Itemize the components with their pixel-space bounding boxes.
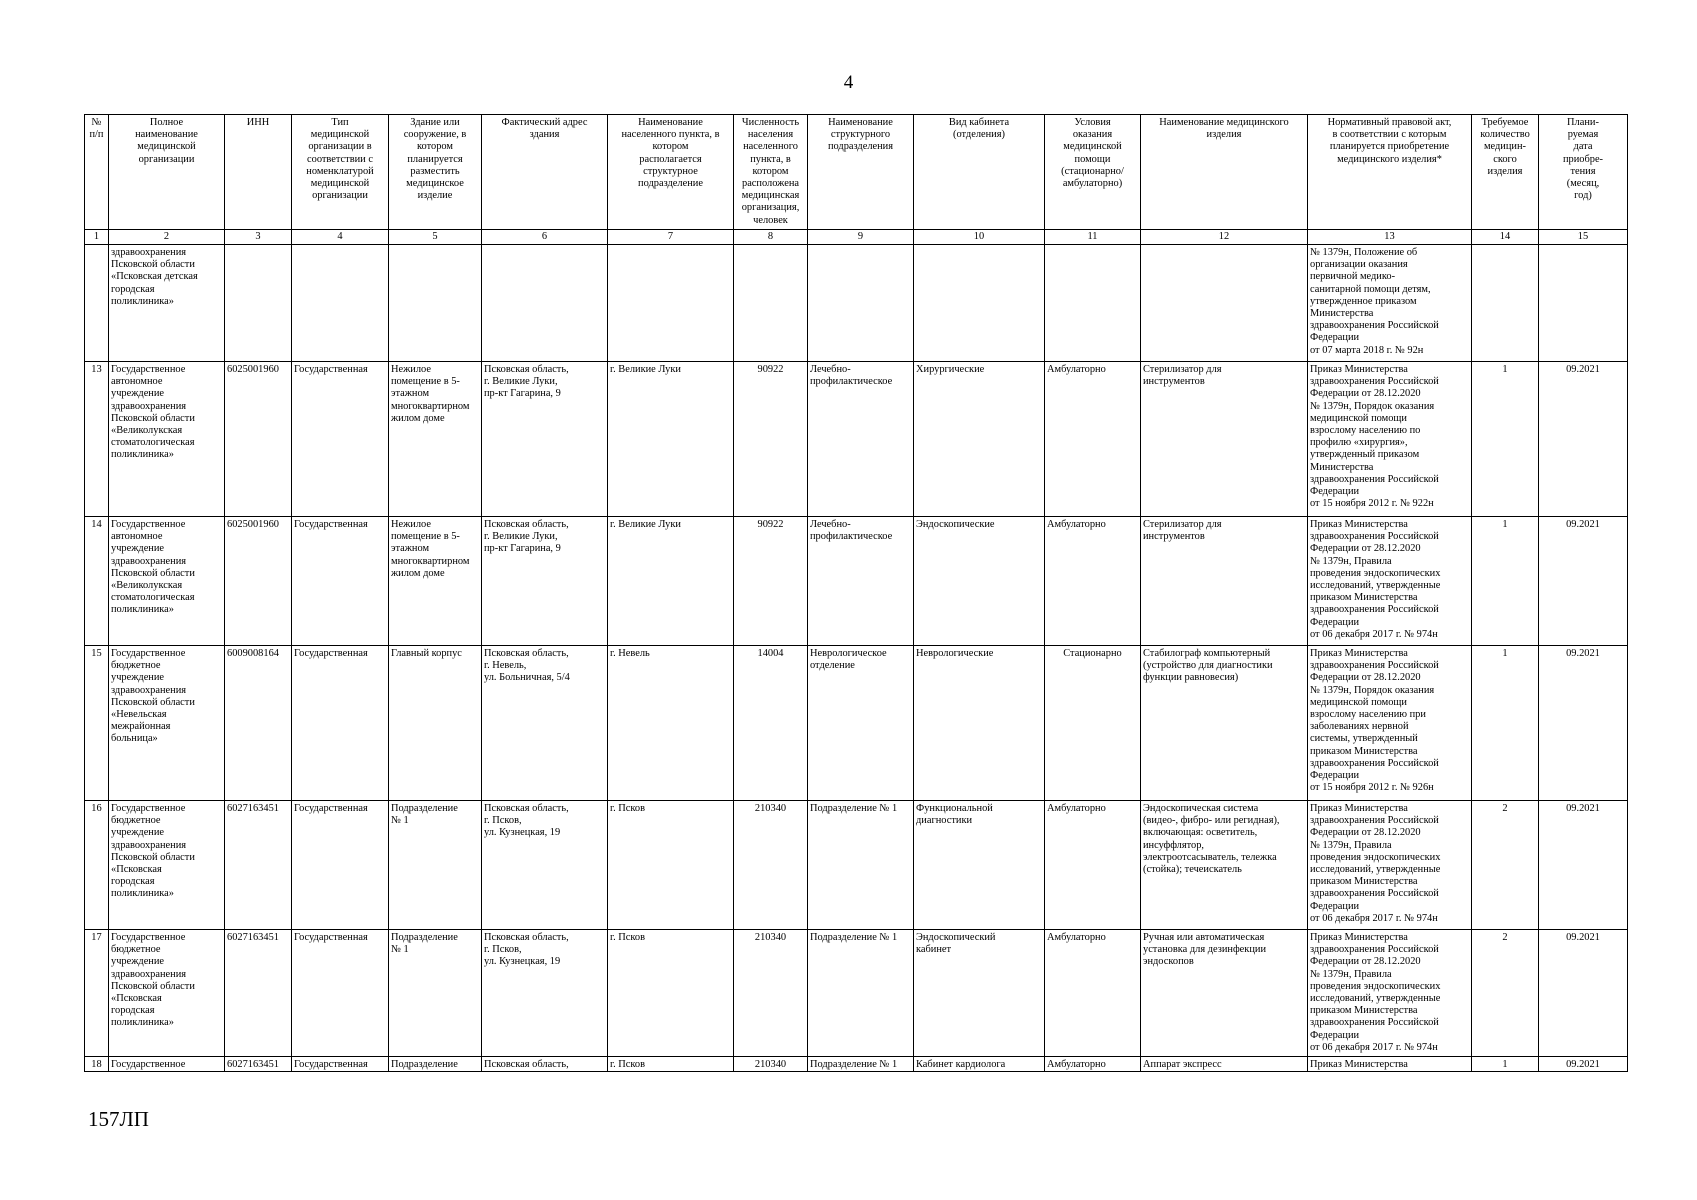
- conditions-cell: Амбулаторно: [1045, 930, 1141, 1057]
- column-number: 7: [608, 230, 734, 245]
- row-number-cell: 18: [85, 1057, 109, 1072]
- address-cell: Псковская область, г. Псков, ул. Кузнецкая, 19: [482, 801, 608, 930]
- organization-cell: Государственное: [109, 1057, 225, 1072]
- column-number: 13: [1308, 230, 1472, 245]
- device-cell: Стерилизатор для инструментов: [1141, 362, 1308, 517]
- population-cell: 14004: [734, 646, 808, 801]
- conditions-cell: [1045, 245, 1141, 362]
- column-number: 5: [389, 230, 482, 245]
- column-number: 10: [914, 230, 1045, 245]
- organization-cell: здравоохранения Псковской области «Псковская детская городская поликлиника»: [109, 245, 225, 362]
- cabinet-cell: Эндоскопические: [914, 517, 1045, 646]
- settlement-cell: г. Псков: [608, 930, 734, 1057]
- date-cell: [1539, 245, 1628, 362]
- org-type-cell: Государственная: [292, 362, 389, 517]
- building-cell: Нежилое помещение в 5- этажном многоквартирном жилом доме: [389, 362, 482, 517]
- header-cell: Условия оказания медицинской помощи (стационарно/ амбулаторно): [1045, 115, 1141, 230]
- page-number: 4: [843, 72, 854, 93]
- device-cell: [1141, 245, 1308, 362]
- division-cell: Неврологическое отделение: [808, 646, 914, 801]
- legal-act-cell: Приказ Министерства здравоохранения Российской Федерации от 28.12.2020 № 1379н, Порядок оказания медицинской помощи взрослому населению при заболеваниях нервной системы, утвержденный приказом Министерства здравоохранения Российской Федерации от 15 ноября 2012 г. № 926н: [1308, 646, 1472, 801]
- cabinet-cell: Хирургические: [914, 362, 1045, 517]
- column-number: 6: [482, 230, 608, 245]
- settlement-cell: [608, 245, 734, 362]
- building-cell: Подразделение № 1: [389, 801, 482, 930]
- quantity-cell: 1: [1472, 362, 1539, 517]
- header-cell: ИНН: [225, 115, 292, 230]
- legal-act-cell: Приказ Министерства здравоохранения Российской Федерации от 28.12.2020 № 1379н, Порядок оказания медицинской помощи взрослому населению по профилю «хирургия», утвержденный приказом Министерства здравоохранения Российской Федерации от 15 ноября 2012 г. № 922н: [1308, 362, 1472, 517]
- row-number-cell: [85, 245, 109, 362]
- quantity-cell: 1: [1472, 1057, 1539, 1072]
- row-number-cell: 13: [85, 362, 109, 517]
- building-cell: Подразделение: [389, 1057, 482, 1072]
- inn-cell: [225, 245, 292, 362]
- population-cell: 210340: [734, 1057, 808, 1072]
- conditions-cell: Амбулаторно: [1045, 517, 1141, 646]
- org-type-cell: Государственная: [292, 646, 389, 801]
- organization-cell: Государственное автономное учреждение здравоохранения Псковской области «Великолукская стоматологическая поликлиника»: [109, 517, 225, 646]
- quantity-cell: 1: [1472, 517, 1539, 646]
- address-cell: Псковская область, г. Великие Луки, пр-кт Гагарина, 9: [482, 362, 608, 517]
- header-cell: Плани- руемая дата приобре- тения (месяц, год): [1539, 115, 1628, 230]
- organization-cell: Государственное бюджетное учреждение здравоохранения Псковской области «Невельская межрайонная больница»: [109, 646, 225, 801]
- legal-act-cell: Приказ Министерства: [1308, 1057, 1472, 1072]
- settlement-cell: г. Великие Луки: [608, 517, 734, 646]
- cabinet-cell: Функциональной диагностики: [914, 801, 1045, 930]
- header-cell: Вид кабинета (отделения): [914, 115, 1045, 230]
- device-cell: Стабилограф компьютерный (устройство для диагностики функции равновесия): [1141, 646, 1308, 801]
- table-row: [85, 930, 1628, 1057]
- date-cell: 09.2021: [1539, 930, 1628, 1057]
- header-cell: Наименование медицинского изделия: [1141, 115, 1308, 230]
- organization-cell: Государственное автономное учреждение здравоохранения Псковской области «Великолукская стоматологическая поликлиника»: [109, 362, 225, 517]
- org-type-cell: Государственная: [292, 517, 389, 646]
- date-cell: 09.2021: [1539, 646, 1628, 801]
- header-cell: Наименование населенного пункта, в котором располагается структурное подразделение: [608, 115, 734, 230]
- address-cell: Псковская область,: [482, 1057, 608, 1072]
- building-cell: [389, 245, 482, 362]
- row-number-cell: 17: [85, 930, 109, 1057]
- division-cell: Подразделение № 1: [808, 1057, 914, 1072]
- row-number-cell: 16: [85, 801, 109, 930]
- table-row: [85, 362, 1628, 517]
- device-cell: Ручная или автоматическая установка для дезинфекции эндоскопов: [1141, 930, 1308, 1057]
- table-row: [85, 517, 1628, 646]
- footer-code: 157ЛП: [88, 1107, 149, 1131]
- organization-cell: Государственное бюджетное учреждение здравоохранения Псковской области «Псковская городская поликлиника»: [109, 801, 225, 930]
- inn-cell: 6025001960: [225, 362, 292, 517]
- table-row: [85, 646, 1628, 801]
- quantity-cell: 2: [1472, 801, 1539, 930]
- organization-cell: Государственное бюджетное учреждение здравоохранения Псковской области «Псковская городская поликлиника»: [109, 930, 225, 1057]
- conditions-cell: Амбулаторно: [1045, 801, 1141, 930]
- division-cell: Лечебно- профилактическое: [808, 362, 914, 517]
- quantity-cell: 2: [1472, 930, 1539, 1057]
- population-cell: [734, 245, 808, 362]
- org-type-cell: [292, 245, 389, 362]
- header-cell: Здание или сооружение, в котором планируется разместить медицинское изделие: [389, 115, 482, 230]
- address-cell: Псковская область, г. Великие Луки, пр-кт Гагарина, 9: [482, 517, 608, 646]
- address-cell: Псковская область, г. Псков, ул. Кузнецкая, 19: [482, 930, 608, 1057]
- date-cell: 09.2021: [1539, 362, 1628, 517]
- header-cell: Численность населения населенного пункта, в котором расположена медицинская организация, человек: [734, 115, 808, 230]
- building-cell: Нежилое помещение в 5- этажном многоквартирном жилом доме: [389, 517, 482, 646]
- column-number: 2: [109, 230, 225, 245]
- column-number-row: [85, 230, 1628, 245]
- header-cell: Тип медицинской организации в соответствии с номенклатурой медицинской организации: [292, 115, 389, 230]
- address-cell: [482, 245, 608, 362]
- conditions-cell: Амбулаторно: [1045, 362, 1141, 517]
- header-cell: № п/п: [85, 115, 109, 230]
- date-cell: 09.2021: [1539, 1057, 1628, 1072]
- division-cell: [808, 245, 914, 362]
- column-number: 8: [734, 230, 808, 245]
- table-row-continuation: [85, 245, 1628, 362]
- quantity-cell: [1472, 245, 1539, 362]
- settlement-cell: г. Псков: [608, 801, 734, 930]
- org-type-cell: Государственная: [292, 930, 389, 1057]
- inn-cell: 6027163451: [225, 1057, 292, 1072]
- org-type-cell: Государственная: [292, 801, 389, 930]
- legal-act-cell: № 1379н, Положение об организации оказания первичной медико- санитарной помощи детям, утвержденное приказом Министерства здравоохранения Российской Федерации от 07 марта 2018 г. № 92н: [1308, 245, 1472, 362]
- date-cell: 09.2021: [1539, 801, 1628, 930]
- org-type-cell: Государственная: [292, 1057, 389, 1072]
- population-cell: 90922: [734, 362, 808, 517]
- conditions-cell: Стационарно: [1045, 646, 1141, 801]
- device-cell: Эндоскопическая система (видео-, фибро- или регидная), включающая: осветитель, инсуффлятор, электроотсасыватель, тележка (стойка); течеискатель: [1141, 801, 1308, 930]
- legal-act-cell: Приказ Министерства здравоохранения Российской Федерации от 28.12.2020 № 1379н, Правила проведения эндоскопических исследований, утвержденные приказом Министерства здравоохранения Российской Федерации от 06 декабря 2017 г. № 974н: [1308, 517, 1472, 646]
- building-cell: Подразделение № 1: [389, 930, 482, 1057]
- header-cell: Требуемое количество медицин- ского изделия: [1472, 115, 1539, 230]
- column-number: 14: [1472, 230, 1539, 245]
- row-number-cell: 15: [85, 646, 109, 801]
- population-cell: 210340: [734, 801, 808, 930]
- column-number: 12: [1141, 230, 1308, 245]
- header-cell: Фактический адрес здания: [482, 115, 608, 230]
- settlement-cell: г. Невель: [608, 646, 734, 801]
- column-number: 15: [1539, 230, 1628, 245]
- device-cell: Стерилизатор для инструментов: [1141, 517, 1308, 646]
- legal-act-cell: Приказ Министерства здравоохранения Российской Федерации от 28.12.2020 № 1379н, Правила проведения эндоскопических исследований, утвержденные приказом Министерства здравоохранения Российской Федерации от 06 декабря 2017 г. № 974н: [1308, 801, 1472, 930]
- cabinet-cell: [914, 245, 1045, 362]
- cabinet-cell: Кабинет кардиолога: [914, 1057, 1045, 1072]
- settlement-cell: г. Великие Луки: [608, 362, 734, 517]
- header-cell: Полное наименование медицинской организации: [109, 115, 225, 230]
- column-number: 9: [808, 230, 914, 245]
- division-cell: Лечебно- профилактическое: [808, 517, 914, 646]
- row-number-cell: 14: [85, 517, 109, 646]
- column-number: 4: [292, 230, 389, 245]
- legal-act-cell: Приказ Министерства здравоохранения Российской Федерации от 28.12.2020 № 1379н, Правила проведения эндоскопических исследований, утвержденные приказом Министерства здравоохранения Российской Федерации от 06 декабря 2017 г. № 974н: [1308, 930, 1472, 1057]
- device-cell: Аппарат экспресс: [1141, 1057, 1308, 1072]
- division-cell: Подразделение № 1: [808, 801, 914, 930]
- population-cell: 90922: [734, 517, 808, 646]
- cabinet-cell: Эндоскопический кабинет: [914, 930, 1045, 1057]
- settlement-cell: г. Псков: [608, 1057, 734, 1072]
- header-row: [85, 115, 1628, 230]
- quantity-cell: 1: [1472, 646, 1539, 801]
- division-cell: Подразделение № 1: [808, 930, 914, 1057]
- header-cell: Нормативный правовой акт, в соответствии с которым планируется приобретение медицинского изделия*: [1308, 115, 1472, 230]
- inn-cell: 6025001960: [225, 517, 292, 646]
- inn-cell: 6009008164: [225, 646, 292, 801]
- building-cell: Главный корпус: [389, 646, 482, 801]
- population-cell: 210340: [734, 930, 808, 1057]
- date-cell: 09.2021: [1539, 517, 1628, 646]
- header-cell: Наименование структурного подразделения: [808, 115, 914, 230]
- equipment-table: [84, 114, 1628, 1072]
- column-number: 3: [225, 230, 292, 245]
- column-number: 1: [85, 230, 109, 245]
- table-row: [85, 1057, 1628, 1072]
- column-number: 11: [1045, 230, 1141, 245]
- inn-cell: 6027163451: [225, 930, 292, 1057]
- address-cell: Псковская область, г. Невель, ул. Больничная, 5/4: [482, 646, 608, 801]
- cabinet-cell: Неврологические: [914, 646, 1045, 801]
- conditions-cell: Амбулаторно: [1045, 1057, 1141, 1072]
- table-row: [85, 801, 1628, 930]
- inn-cell: 6027163451: [225, 801, 292, 930]
